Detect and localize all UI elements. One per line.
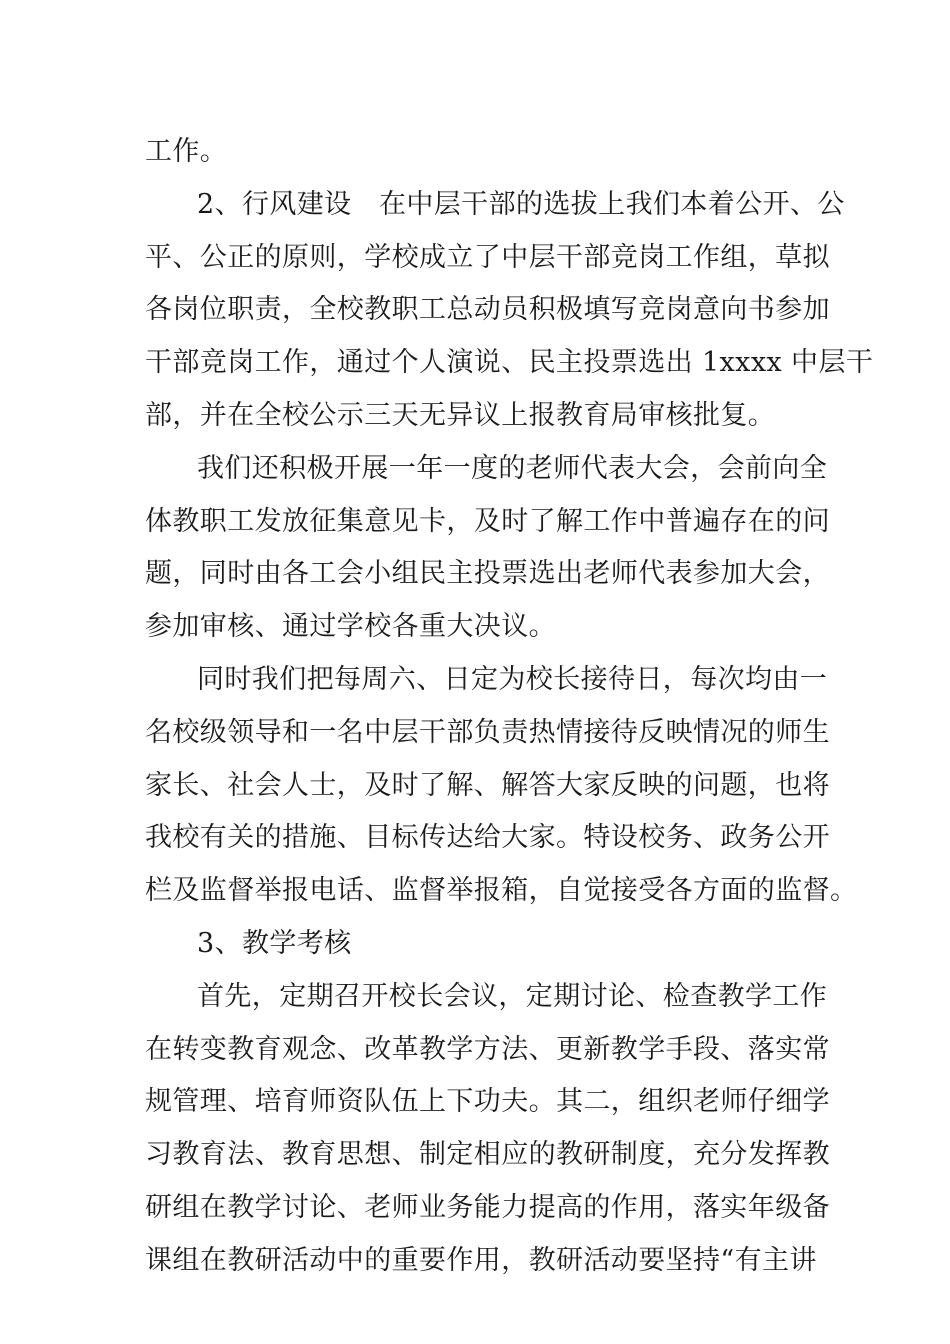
- text-line: 体教职工发放征集意见卡，及时了解工作中普遍存在的问: [145, 505, 830, 537]
- text-line: 参加审核、通过学校各重大决议。: [145, 611, 556, 643]
- text-line: 各岗位职责，全校教职工总动员积极填写竞岗意向书参加: [145, 294, 830, 326]
- text-line: 首先，定期召开校长会议，定期讨论、检查教学工作: [197, 980, 828, 1012]
- text-line: 部，并在全校公示三天无异议上报教育局审核批复。: [145, 399, 776, 431]
- text-line: 工作。: [145, 136, 228, 167]
- text-line: 规管理、培育师资队伍上下功夫。其二，组织老师仔细学: [145, 1086, 830, 1118]
- text-line: 我们还积极开展一年一度的老师代表大会，会前向全: [197, 452, 828, 484]
- text-line: 栏及监督举报电话、监督举报箱，自觉接受各方面的监督。: [145, 875, 858, 907]
- body-text: [145, 126, 874, 1288]
- text-line: 家长、社会人士，及时了解、解答大家反映的问题，也将: [145, 769, 830, 801]
- text-line: 我校有关的措施、目标传达给大家。特设校务、政务公开: [145, 822, 830, 854]
- text-line: 习教育法、教育思想、制定相应的教研制度，充分发挥教: [145, 1139, 830, 1171]
- text-line: 平、公正的原则，学校成立了中层干部竞岗工作组，草拟: [145, 241, 830, 273]
- section-heading: 3、教学考核: [197, 927, 352, 959]
- text-line: 干部竞岗工作，通过个人演说、民主投票选出 1xxxx 中层干: [145, 347, 874, 379]
- text-line: 同时我们把每周六、日定为校长接待日，每次均由一: [197, 663, 828, 695]
- text-line: 研组在教学讨论、老师业务能力提高的作用，落实年级备: [145, 1191, 830, 1223]
- text-line: 在转变教育观念、改革教学方法、更新教学手段、落实常: [145, 1033, 830, 1065]
- text-line: 课组在教研活动中的重要作用，教研活动要坚持“有主讲: [145, 1244, 817, 1276]
- text-line: 名校级领导和一名中层干部负责热情接待反映情况的师生: [145, 716, 830, 748]
- text-line: 题，同时由各工会小组民主投票选出老师代表参加大会，: [145, 558, 830, 590]
- text-line: 2、行风建设 在中层干部的选拔上我们本着公开、公: [197, 188, 845, 220]
